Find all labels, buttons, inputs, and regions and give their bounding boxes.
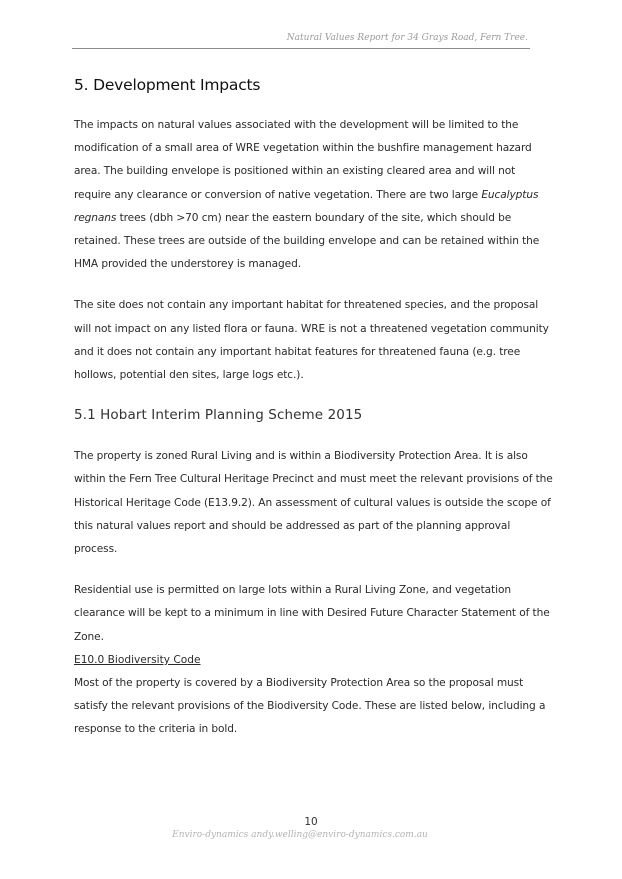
biodiversity-code-heading: E10.0 Biodiversity Code bbox=[74, 653, 201, 666]
impacts-text-end: trees (dbh >70 cm) near the eastern boundary of the site, which should be retained. These trees are outside of the building envelope and can be retained within the HMA provided the understorey is managed. bbox=[74, 211, 540, 271]
running-title: Natural Values Report for 34 Grays Road, Fern Tree. bbox=[286, 33, 528, 43]
threatened-species-paragraph: The site does not contain any important habitat for threatened species, and the proposal will not impact on any listed flora or fauna. WRE is not a threatened vegetation community and it does not contain any important habitat features for threatened fauna (e.g. tree hollows, potential den sites, large logs etc.). bbox=[74, 299, 549, 382]
biodiversity-code-paragraph: Most of the property is covered by a Biodiversity Protection Area so the proposal must satisfy the relevant provisions of the Biodiversity Code. These are listed below, including a response to the criteria in bold. bbox=[74, 677, 546, 736]
impacts-paragraph bbox=[74, 114, 554, 276]
species-name: Eucalyptus regnans bbox=[74, 188, 539, 224]
page-content bbox=[74, 76, 554, 742]
section-heading: 5. Development Impacts bbox=[74, 76, 261, 94]
subsection-heading: 5.1 Hobart Interim Planning Scheme 2015 bbox=[74, 407, 363, 424]
page-header bbox=[72, 30, 530, 49]
zoning-paragraph: The property is zoned Rural Living and is within a Biodiversity Protection Area. It is also within the Fern Tree Cultural Heritage Precinct and must meet the relevant provisions of the Historical Heritage Code (E13.9.2). An assessment of cultural values is outside the scope of this natural values report and should be addressed as part of the planning approval process. bbox=[74, 450, 553, 556]
page-number: 10 bbox=[304, 816, 318, 828]
impacts-text-start: The impacts on natural values associated with the development will be limited to the modification of a small area of WRE vegetation within the bushfire management hazard area. The building envelope is positioned within an existing cleared area and will not require any clearance or conversion of native vegetation. There are two large bbox=[74, 119, 532, 201]
footer-contact: Enviro-dynamics andy.welling@enviro-dynamics.com.au bbox=[172, 830, 428, 840]
residential-use-paragraph: Residential use is permitted on large lots within a Rural Living Zone, and vegetation clearance will be kept to a minimum in line with Desired Future Character Statement of the Zone. bbox=[74, 584, 550, 643]
